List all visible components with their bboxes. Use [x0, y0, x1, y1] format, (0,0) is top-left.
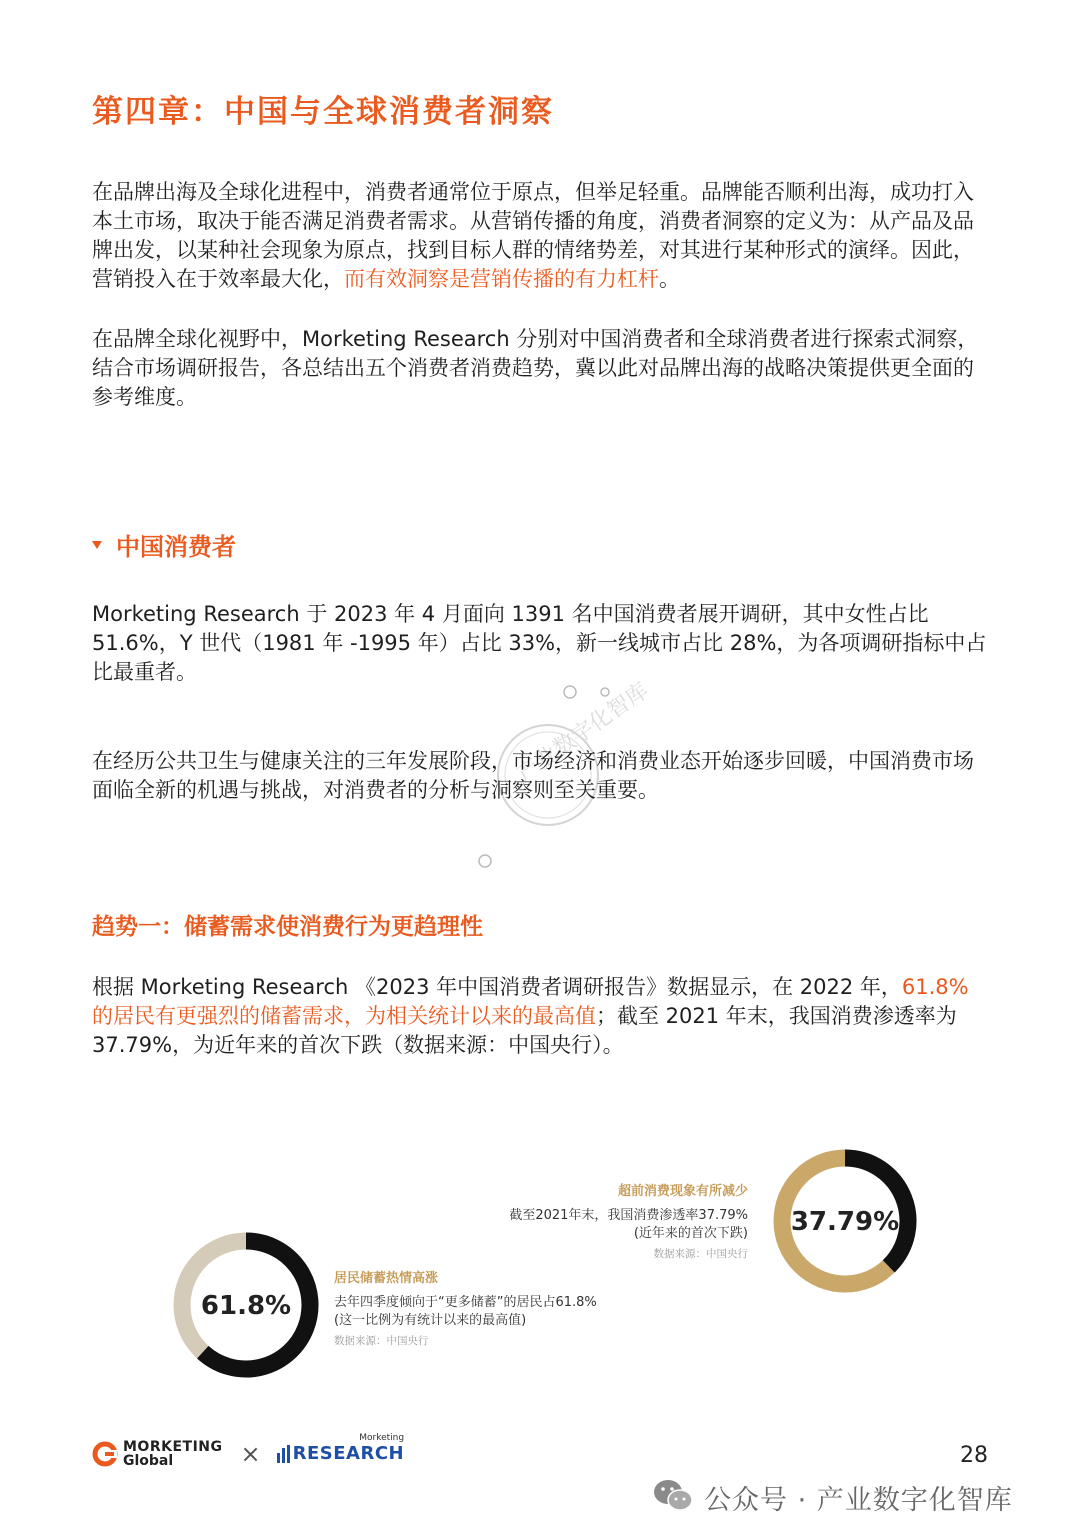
trend-text-start: 根据 Morketing Research 《2023 年中国消费者调研报告》数据显示，在 2022 年，: [92, 975, 902, 999]
brand2-main: RESEARCH: [292, 1443, 405, 1464]
section-heading: [92, 527, 236, 562]
trend-paragraph: [92, 973, 992, 1060]
china-paragraph-2: 在经历公共卫生与健康关注的三年发展阶段，市场经济和消费业态开始逐步回暖，中国消费市场面临全新的机遇与挑战，对消费者的分析与洞察则至关重要。: [92, 749, 974, 802]
wechat-icon: [652, 1478, 694, 1514]
donut-2-label: 37.79%: [790, 1207, 900, 1237]
section-title-text: 中国消费者: [116, 533, 236, 561]
annotation-2-text-1: 截至2021年末，我国消费渗透率37.79%: [509, 1208, 748, 1223]
trend-title: 趋势一：储蓄需求使消费行为更趋理性: [92, 914, 483, 940]
page-number: 28: [960, 1443, 988, 1468]
annotation-1-text-2: (这一比例为有统计以来的最高值): [334, 1313, 527, 1328]
annotation-1: [334, 1267, 597, 1348]
annotation-1-heading: 居民储蓄热情高涨: [334, 1271, 439, 1286]
chapter-title: 第四章：中国与全球消费者洞察: [92, 94, 554, 130]
annotation-1-text-1: 去年四季度倾向于“更多储蓄”的居民占61.8%: [334, 1295, 597, 1310]
annotation-1-source: 数据来源：中国央行: [334, 1335, 429, 1347]
donut-1-label: 61.8%: [200, 1291, 292, 1321]
brand2-small: Morketing: [359, 1433, 405, 1443]
china-paragraph-1: Morketing Research 于 2023 年 4 月面向 1391 名中国消费者展开调研，其中女性占比 51.6%，Y 世代（1981 年 -1995 年）占比 33%，新一线城市占比 28%，为各项调研指标中占比最重者。: [92, 602, 987, 684]
brand1-line1: MORKETING: [123, 1439, 223, 1455]
bars-icon: [277, 1445, 293, 1463]
morketing-logo-icon: [92, 1441, 118, 1467]
intro-end: 。: [659, 267, 680, 291]
watermark-stamp-text: 产业数字化智库: [512, 678, 654, 788]
brand1-line2: Global: [123, 1453, 174, 1469]
intro-highlight: 而有效洞察是营销传播的有力杠杆: [344, 267, 659, 291]
intro-paragraph-2: 在品牌全球化视野中，Morketing Research 分别对中国消费者和全球消费者进行探索式洞察，结合市场调研报告，各总结出五个消费者消费趋势，冀以此对品牌出海的战略决策提供更全面的参考维度。: [92, 327, 979, 409]
morketing-research-wordmark: [277, 1433, 405, 1464]
trend-highlight: 61.8% 的居民有更强烈的储蓄需求，为相关统计以来的最高值: [92, 975, 969, 1028]
brand2-row: [277, 1445, 404, 1463]
footer-logos: [92, 1433, 405, 1469]
annotation-2: [509, 1180, 748, 1261]
annotation-2-text-2: (近年来的首次下跌): [633, 1226, 748, 1241]
cross-separator: ×: [240, 1440, 261, 1468]
watermark-text: 公众号 · 产业数字化智库: [704, 1485, 1013, 1516]
annotation-2-heading: 超前消费现象有所减少: [617, 1184, 748, 1199]
intro-paragraph-1: [92, 178, 992, 294]
morketing-global-wordmark: [123, 1440, 223, 1468]
annotation-2-source: 数据来源：中国央行: [653, 1248, 748, 1260]
trend-text-end: ；截至 2021 年末，我国消费渗透率为 37.79%，为近年来的首次下跌（数据来源：中国央行）。: [92, 1004, 957, 1057]
triangle-icon: [92, 541, 102, 549]
intro-text: 在品牌出海及全球化进程中，消费者通常位于原点，但举足轻重。品牌能否顺利出海，成功打入本土市场，取决于能否满足消费者需求。从营销传播的角度，消费者洞察的定义为：从产品及品牌出发，以某种社会现象为原点，找到目标人群的情绪势差，对其进行某种形式的演绎。因此，营销投入在于效率最大化，: [92, 180, 974, 291]
